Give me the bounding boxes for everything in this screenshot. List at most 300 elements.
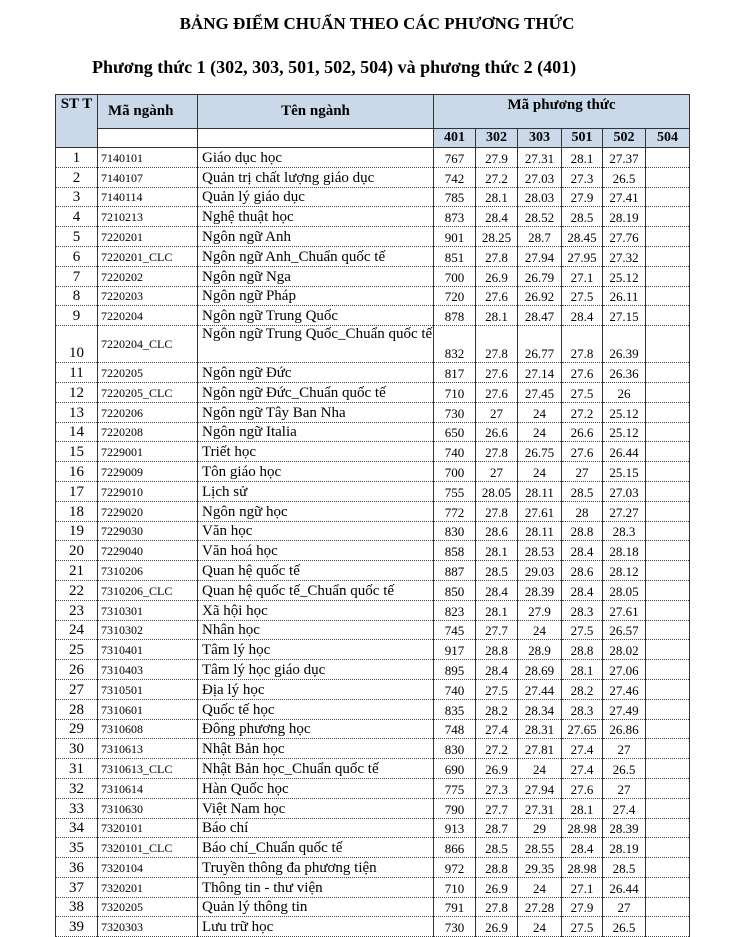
score-502: 28.3: [603, 521, 646, 541]
score-302: 27.6: [476, 382, 518, 402]
score-303: 27.31: [518, 148, 562, 168]
score-502: 27.32: [603, 246, 646, 266]
row-code: 7229020: [98, 501, 198, 521]
score-502: 27.76: [603, 227, 646, 247]
score-302: 27.4: [476, 719, 518, 739]
score-302: 27.7: [476, 798, 518, 818]
score-303: 26.92: [518, 286, 562, 306]
row-stt: 37: [56, 877, 98, 897]
table-row: [56, 838, 690, 858]
row-name: Nhật Bản học_Chuẩn quốc tế: [198, 759, 434, 779]
row-code: 7310613: [98, 739, 198, 759]
score-502: 28.19: [603, 207, 646, 227]
score-504: [646, 739, 690, 759]
table-row: [56, 917, 690, 937]
score-501: 27.5: [562, 382, 603, 402]
row-code: 7310608: [98, 719, 198, 739]
score-302: 26.9: [476, 917, 518, 937]
row-name: Văn học: [198, 521, 434, 541]
score-401: 972: [434, 858, 476, 878]
score-401: 830: [434, 739, 476, 759]
score-502: 26.36: [603, 363, 646, 383]
row-name: Quan hệ quốc tế: [198, 561, 434, 581]
table-row: [56, 462, 690, 482]
row-stt: 31: [56, 759, 98, 779]
score-501: 27.5: [562, 286, 603, 306]
row-name: Nhật Bản học: [198, 739, 434, 759]
score-302: 27: [476, 462, 518, 482]
table-row: [56, 897, 690, 917]
score-302: 28.4: [476, 580, 518, 600]
score-401: 785: [434, 187, 476, 207]
score-302: 28.2: [476, 699, 518, 719]
score-502: 27: [603, 739, 646, 759]
score-302: 28.5: [476, 561, 518, 581]
score-401: 730: [434, 402, 476, 422]
score-504: [646, 306, 690, 326]
score-502: 25.12: [603, 402, 646, 422]
table-row: [56, 561, 690, 581]
score-502: 26: [603, 382, 646, 402]
score-303: 27.03: [518, 167, 562, 187]
table-row: [56, 818, 690, 838]
score-504: [646, 501, 690, 521]
score-302: 27.8: [476, 326, 518, 363]
row-name: Quan hệ quốc tế_Chuẩn quốc tế: [198, 580, 434, 600]
score-502: 25.12: [603, 266, 646, 286]
row-stt: 38: [56, 897, 98, 917]
score-504: [646, 600, 690, 620]
header-code-blank: [98, 129, 198, 148]
score-502: 27.06: [603, 660, 646, 680]
score-302: 26.6: [476, 422, 518, 442]
score-504: [646, 858, 690, 878]
row-name: Báo chí: [198, 818, 434, 838]
row-name: Tâm lý học: [198, 640, 434, 660]
score-502: 28.5: [603, 858, 646, 878]
score-303: 28.31: [518, 719, 562, 739]
score-302: 28.1: [476, 306, 518, 326]
score-504: [646, 286, 690, 306]
score-302: 27.7: [476, 620, 518, 640]
score-504: [646, 778, 690, 798]
score-303: 28.52: [518, 207, 562, 227]
score-501: 27.2: [562, 402, 603, 422]
score-302: 28.6: [476, 521, 518, 541]
row-code: 7229001: [98, 442, 198, 462]
row-stt: 7: [56, 266, 98, 286]
score-303: 28.47: [518, 306, 562, 326]
score-401: 742: [434, 167, 476, 187]
score-302: 27.6: [476, 363, 518, 383]
score-303: 24: [518, 422, 562, 442]
score-504: [646, 521, 690, 541]
table-row: [56, 207, 690, 227]
score-401: 851: [434, 246, 476, 266]
row-code: 7220203: [98, 286, 198, 306]
score-401: 835: [434, 699, 476, 719]
score-303: 28.34: [518, 699, 562, 719]
row-code: 7220202: [98, 266, 198, 286]
score-504: [646, 759, 690, 779]
row-name: Ngôn ngữ Tây Ban Nha: [198, 402, 434, 422]
row-stt: 11: [56, 363, 98, 383]
score-504: [646, 402, 690, 422]
method-code-501: 501: [562, 129, 603, 148]
method-code-302: 302: [476, 129, 518, 148]
score-302: 27.8: [476, 246, 518, 266]
row-name: Quản lý thông tin: [198, 897, 434, 917]
score-302: 28.4: [476, 660, 518, 680]
row-code: 7320101_CLC: [98, 838, 198, 858]
score-303: 26.79: [518, 266, 562, 286]
score-502: 26.5: [603, 917, 646, 937]
score-504: [646, 798, 690, 818]
score-303: 28.11: [518, 481, 562, 501]
row-name: Thông tin - thư viện: [198, 877, 434, 897]
score-502: 27: [603, 897, 646, 917]
score-401: 700: [434, 462, 476, 482]
score-303: 24: [518, 917, 562, 937]
row-code: 7320104: [98, 858, 198, 878]
score-502: 26.44: [603, 442, 646, 462]
row-code: 7310630: [98, 798, 198, 818]
score-401: 720: [434, 286, 476, 306]
table-body: [56, 148, 690, 937]
score-401: 832: [434, 326, 476, 363]
score-501: 28.3: [562, 600, 603, 620]
table-row: [56, 187, 690, 207]
document-title: BẢNG ĐIỂM CHUẨN THEO CÁC PHƯƠNG THỨC: [179, 14, 575, 33]
row-code: 7220201_CLC: [98, 246, 198, 266]
method-code-303: 303: [518, 129, 562, 148]
score-303: 27.44: [518, 679, 562, 699]
row-stt: 35: [56, 838, 98, 858]
row-stt: 21: [56, 561, 98, 581]
table-row: [56, 660, 690, 680]
score-302: 27.2: [476, 167, 518, 187]
row-code: 7310206: [98, 561, 198, 581]
score-502: 26.5: [603, 167, 646, 187]
score-401: 830: [434, 521, 476, 541]
score-401: 775: [434, 778, 476, 798]
row-name: Ngôn ngữ Trung Quốc_Chuẩn quốc tế: [198, 326, 434, 363]
score-501: 27.4: [562, 759, 603, 779]
score-502: 27.49: [603, 699, 646, 719]
row-name: Nhân học: [198, 620, 434, 640]
score-502: 28.18: [603, 541, 646, 561]
row-name: Quốc tế học: [198, 699, 434, 719]
score-501: 28.4: [562, 838, 603, 858]
score-401: 887: [434, 561, 476, 581]
score-303: 28.69: [518, 660, 562, 680]
row-name: Địa lý học: [198, 679, 434, 699]
score-302: 26.9: [476, 877, 518, 897]
header-name: Tên ngành: [198, 95, 434, 129]
score-302: 28.1: [476, 541, 518, 561]
score-501: 28.98: [562, 818, 603, 838]
header-method: Mã phương thức: [434, 95, 690, 129]
table-row: [56, 246, 690, 266]
row-code: 7220205_CLC: [98, 382, 198, 402]
score-502: 26.5: [603, 759, 646, 779]
table-row: [56, 363, 690, 383]
header-stt: ST T: [56, 95, 98, 148]
score-501: 27.5: [562, 620, 603, 640]
score-501: 28.3: [562, 699, 603, 719]
table-row: [56, 521, 690, 541]
method-code-401: 401: [434, 129, 476, 148]
score-302: 27.2: [476, 739, 518, 759]
row-stt: 28: [56, 699, 98, 719]
score-303: 29.35: [518, 858, 562, 878]
score-502: 27: [603, 778, 646, 798]
row-code: 7310601: [98, 699, 198, 719]
score-302: 27.3: [476, 778, 518, 798]
score-302: 27.6: [476, 286, 518, 306]
table-row: [56, 422, 690, 442]
score-401: 823: [434, 600, 476, 620]
score-504: [646, 818, 690, 838]
row-code: 7320101: [98, 818, 198, 838]
score-501: 28.98: [562, 858, 603, 878]
score-502: 27.37: [603, 148, 646, 168]
row-name: Quản trị chất lượng giáo dục: [198, 167, 434, 187]
score-504: [646, 917, 690, 937]
score-504: [646, 422, 690, 442]
row-name: Ngôn ngữ Đức_Chuẩn quốc tế: [198, 382, 434, 402]
score-501: 27.95: [562, 246, 603, 266]
row-code: 7220205: [98, 363, 198, 383]
score-504: [646, 207, 690, 227]
score-401: 710: [434, 382, 476, 402]
score-504: [646, 620, 690, 640]
row-code: 7310302: [98, 620, 198, 640]
score-504: [646, 442, 690, 462]
score-303: 28.53: [518, 541, 562, 561]
table-row: [56, 501, 690, 521]
score-502: 26.44: [603, 877, 646, 897]
row-name: Lịch sử: [198, 481, 434, 501]
score-401: 740: [434, 679, 476, 699]
row-name: Ngôn ngữ Trung Quốc: [198, 306, 434, 326]
score-401: 866: [434, 838, 476, 858]
score-504: [646, 699, 690, 719]
table-row: [56, 306, 690, 326]
row-name: Văn hoá học: [198, 541, 434, 561]
score-table: [55, 94, 690, 937]
row-stt: 32: [56, 778, 98, 798]
score-501: 27.6: [562, 363, 603, 383]
score-504: [646, 363, 690, 383]
row-name: Giáo dục học: [198, 148, 434, 168]
row-stt: 29: [56, 719, 98, 739]
score-502: 27.15: [603, 306, 646, 326]
table-row: [56, 600, 690, 620]
score-303: 27.45: [518, 382, 562, 402]
row-stt: 36: [56, 858, 98, 878]
score-303: 27.81: [518, 739, 562, 759]
score-303: 29.03: [518, 561, 562, 581]
score-501: 27.5: [562, 917, 603, 937]
score-303: 27.28: [518, 897, 562, 917]
row-name: Ngôn ngữ Italia: [198, 422, 434, 442]
row-code: 7320201: [98, 877, 198, 897]
row-code: 7310401: [98, 640, 198, 660]
row-name: Ngôn ngữ Nga: [198, 266, 434, 286]
row-name: Triết học: [198, 442, 434, 462]
method-code-502: 502: [603, 129, 646, 148]
row-code: 7229010: [98, 481, 198, 501]
score-303: 28.39: [518, 580, 562, 600]
row-stt: 26: [56, 660, 98, 680]
row-stt: 9: [56, 306, 98, 326]
score-501: 28.6: [562, 561, 603, 581]
row-name: Tôn giáo học: [198, 462, 434, 482]
table-row: [56, 719, 690, 739]
row-code: 7140114: [98, 187, 198, 207]
score-401: 740: [434, 442, 476, 462]
score-302: 28.8: [476, 858, 518, 878]
document-subtitle: Phương thức 1 (302, 303, 501, 502, 504) và phương thức 2 (401): [92, 57, 577, 77]
table-row: [56, 759, 690, 779]
score-504: [646, 838, 690, 858]
score-303: 28.11: [518, 521, 562, 541]
table-row: [56, 481, 690, 501]
row-stt: 25: [56, 640, 98, 660]
score-302: 28.05: [476, 481, 518, 501]
table-row: [56, 541, 690, 561]
table-row: [56, 877, 690, 897]
score-401: 700: [434, 266, 476, 286]
score-302: 27: [476, 402, 518, 422]
score-502: 28.19: [603, 838, 646, 858]
row-name: Ngôn ngữ Đức: [198, 363, 434, 383]
row-stt: 22: [56, 580, 98, 600]
row-code: 7220204: [98, 306, 198, 326]
score-302: 27.9: [476, 148, 518, 168]
score-303: 27.61: [518, 501, 562, 521]
row-name: Lưu trữ học: [198, 917, 434, 937]
table-row: [56, 266, 690, 286]
score-501: 27.1: [562, 266, 603, 286]
row-code: 7220208: [98, 422, 198, 442]
score-504: [646, 266, 690, 286]
row-name: Nghệ thuật học: [198, 207, 434, 227]
score-303: 28.9: [518, 640, 562, 660]
score-504: [646, 679, 690, 699]
score-302: 26.9: [476, 266, 518, 286]
score-501: 27.4: [562, 739, 603, 759]
row-code: 7140107: [98, 167, 198, 187]
row-code: 7310613_CLC: [98, 759, 198, 779]
score-504: [646, 148, 690, 168]
score-401: 913: [434, 818, 476, 838]
row-name: Ngôn ngữ Anh_Chuẩn quốc tế: [198, 246, 434, 266]
score-401: 710: [434, 877, 476, 897]
score-501: 27.3: [562, 167, 603, 187]
table-row: [56, 580, 690, 600]
row-code: 7229040: [98, 541, 198, 561]
score-303: 24: [518, 759, 562, 779]
score-303: 28.55: [518, 838, 562, 858]
row-stt: 30: [56, 739, 98, 759]
score-303: 27.14: [518, 363, 562, 383]
score-303: 24: [518, 462, 562, 482]
row-name: Ngôn ngữ Pháp: [198, 286, 434, 306]
row-code: 7220204_CLC: [98, 326, 198, 363]
score-303: 26.75: [518, 442, 562, 462]
method-code-504: 504: [646, 129, 690, 148]
row-stt: 10: [56, 326, 98, 363]
row-stt: 4: [56, 207, 98, 227]
score-401: 850: [434, 580, 476, 600]
score-501: 26.6: [562, 422, 603, 442]
table-row: [56, 778, 690, 798]
score-401: 650: [434, 422, 476, 442]
score-303: 27.31: [518, 798, 562, 818]
score-302: 27.8: [476, 442, 518, 462]
row-code: 7220206: [98, 402, 198, 422]
table-row: [56, 227, 690, 247]
score-501: 28.1: [562, 798, 603, 818]
score-504: [646, 167, 690, 187]
row-stt: 13: [56, 402, 98, 422]
score-501: 28.4: [562, 541, 603, 561]
row-code: 7210213: [98, 207, 198, 227]
score-501: 28.5: [562, 481, 603, 501]
score-401: 730: [434, 917, 476, 937]
score-501: 28.45: [562, 227, 603, 247]
score-302: 27.5: [476, 679, 518, 699]
score-504: [646, 227, 690, 247]
score-303: 27.94: [518, 778, 562, 798]
header-name-blank: [198, 129, 434, 148]
score-504: [646, 326, 690, 363]
score-303: 27.94: [518, 246, 562, 266]
score-303: 24: [518, 877, 562, 897]
score-501: 27.1: [562, 877, 603, 897]
score-401: 901: [434, 227, 476, 247]
row-stt: 23: [56, 600, 98, 620]
score-504: [646, 640, 690, 660]
row-name: Truyền thông đa phương tiện: [198, 858, 434, 878]
score-501: 28.1: [562, 148, 603, 168]
table-row: [56, 148, 690, 168]
table-row: [56, 286, 690, 306]
score-401: 895: [434, 660, 476, 680]
score-501: 28.8: [562, 640, 603, 660]
score-401: 917: [434, 640, 476, 660]
row-name: Đông phương học: [198, 719, 434, 739]
score-504: [646, 481, 690, 501]
score-502: 27.03: [603, 481, 646, 501]
row-code: 7320205: [98, 897, 198, 917]
row-stt: 18: [56, 501, 98, 521]
row-code: 7229009: [98, 462, 198, 482]
row-stt: 8: [56, 286, 98, 306]
score-501: 27.9: [562, 187, 603, 207]
row-code: 7310614: [98, 778, 198, 798]
score-401: 878: [434, 306, 476, 326]
score-502: 27.61: [603, 600, 646, 620]
row-stt: 20: [56, 541, 98, 561]
row-code: 7220201: [98, 227, 198, 247]
score-501: 27.6: [562, 778, 603, 798]
table-row: [56, 679, 690, 699]
score-502: 26.86: [603, 719, 646, 739]
score-303: 24: [518, 402, 562, 422]
